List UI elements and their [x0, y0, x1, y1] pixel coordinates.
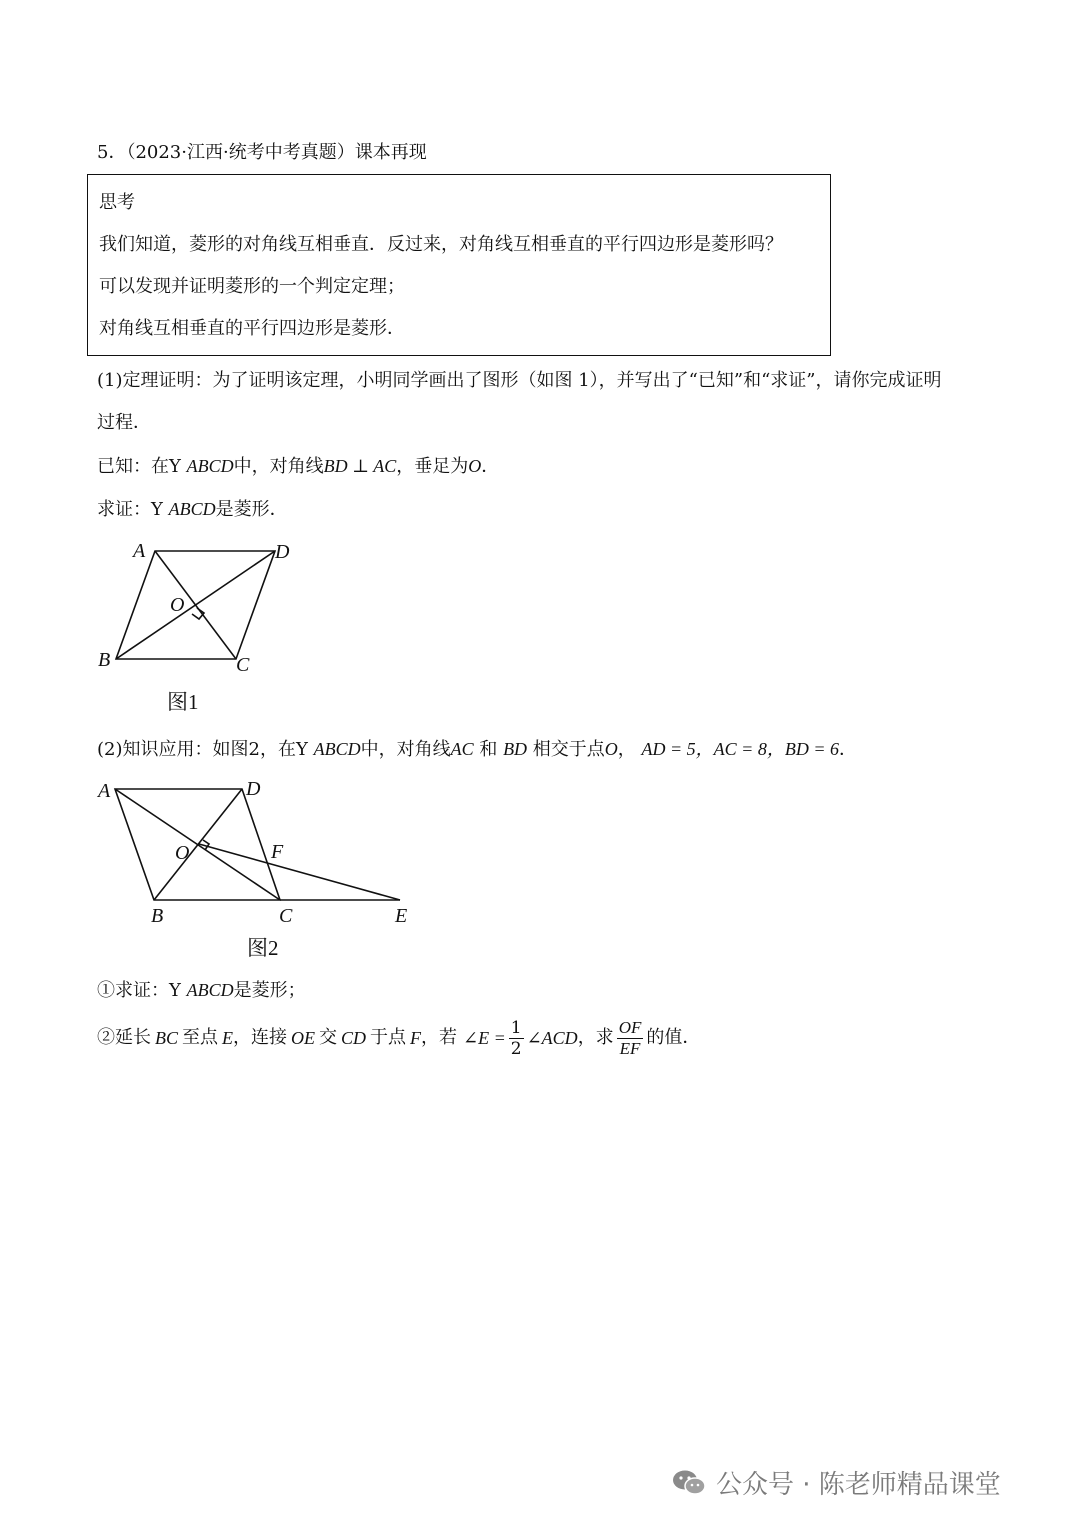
q2-ratio-numerator: OF [618, 1017, 642, 1037]
figure2-label-a: A [98, 780, 111, 802]
given-foot: ，垂足为 [396, 456, 469, 477]
part2-given-values: AD = 5，AC = 8，BD = 6 [641, 739, 839, 759]
parallelogram-symbol: Y [169, 456, 181, 477]
figure2-caption: 图2 [247, 936, 279, 960]
given-prefix: 已知：在 [97, 456, 169, 477]
q2-prefix: ②延长 [97, 1027, 151, 1048]
question-1 [97, 978, 306, 1003]
part2-bd: BD [503, 739, 528, 759]
figure1-label-d: D [275, 541, 290, 563]
figure1-label-b: B [98, 649, 111, 671]
q2-ratio-fraction [617, 1018, 644, 1059]
parallelogram-symbol: Y [151, 499, 163, 520]
given-end: ． [481, 456, 500, 477]
watermark [672, 1464, 1001, 1501]
part2-comma: ， [617, 739, 636, 760]
part1-line-2: 过程． [97, 412, 151, 433]
figure2-segment-oe [199, 844, 400, 900]
problem-header: 5．（2023·江西·统考中考真题）课本再现 [97, 142, 427, 163]
figure1-diagonal-bd [116, 551, 275, 659]
given-relation: BD ⊥ AC [323, 456, 397, 476]
given-quad: ABCD [186, 456, 234, 476]
given-point: O [468, 456, 482, 476]
prove-suffix: 是菱形． [215, 499, 288, 520]
part2-intersect: 相交于点 [532, 739, 605, 760]
part2-fig-ref: 2 [248, 739, 260, 760]
figure1-label-a: A [133, 540, 146, 562]
q2-f: F [410, 1028, 422, 1048]
part2-and: 和 [479, 739, 498, 760]
q2-angle-e: ∠E = [463, 1028, 506, 1048]
figure1-label-c: C [236, 654, 250, 676]
q2-half-denominator: 2 [510, 1038, 522, 1059]
part2-end: ． [838, 739, 857, 760]
think-box-line-2: 可以发现并证明菱形的一个判定定理； [99, 276, 405, 297]
q2-bc: BC [155, 1028, 179, 1048]
figure1-label-o: O [170, 594, 185, 616]
figure-1 [95, 535, 310, 720]
parallelogram-symbol: Y [169, 980, 181, 1001]
q2-oe: OE [291, 1028, 316, 1048]
q2-ratio-denominator: EF [619, 1038, 641, 1058]
part2-ac: AC [450, 739, 474, 759]
prove-quad: ABCD [168, 499, 216, 519]
q2-at-point: 于点 [370, 1027, 407, 1048]
figure2-label-o: O [175, 842, 190, 864]
figure1-caption: 图1 [167, 690, 199, 714]
question-2 [97, 1015, 700, 1061]
given-mid: 中，对角线 [233, 456, 324, 477]
q2-connect: ，连接 [233, 1027, 288, 1048]
q2-find: ，求 [577, 1027, 614, 1048]
figure-2 [95, 772, 425, 962]
q2-e: E [222, 1028, 234, 1048]
think-box-line-1: 我们知道，菱形的对角线互相垂直．反过来，对角线互相垂直的平行四边形是菱形吗？ [99, 234, 783, 255]
part1-line-1: (1)定理证明：为了证明该定理，小明同学画出了图形（如图 1），并写出了“已知”和“求证”，请你完成证明 [97, 370, 942, 391]
prove-prefix: 求证： [97, 499, 151, 520]
part2-intro [97, 737, 857, 762]
figure2-label-e: E [395, 905, 408, 927]
q2-half-fraction [509, 1018, 524, 1059]
q2-cd: CD [341, 1028, 367, 1048]
q2-meets: 交 [319, 1027, 338, 1048]
part2-o: O [604, 739, 618, 759]
figure2-label-f: F [271, 841, 284, 863]
figure2-label-c: C [279, 905, 293, 927]
figure2-label-d: D [246, 778, 261, 800]
q2-half-numerator: 1 [510, 1017, 522, 1038]
part2-intro-mid: ，在 [259, 739, 296, 760]
part2-intro-prefix: (2)知识应用：如图 [97, 739, 249, 760]
q1-prefix: ①求证： [97, 980, 169, 1001]
prove-statement [97, 497, 288, 522]
parallelogram-symbol: Y [295, 739, 308, 760]
figure2-label-b: B [151, 905, 164, 927]
q2-angle-acd: ∠ACD [526, 1028, 578, 1048]
wechat-icon [672, 1469, 706, 1497]
think-box-line-3: 对角线互相垂直的平行四边形是菱形． [99, 318, 405, 339]
q1-quad: ABCD [186, 980, 234, 1000]
think-box-title: 思考 [99, 192, 135, 213]
part2-intro-diag: 中，对角线 [360, 739, 451, 760]
given-statement [97, 454, 499, 479]
q2-to-point: 至点 [182, 1027, 219, 1048]
watermark-text: 公众号 · 陈老师精品课堂 [716, 1470, 1001, 1500]
think-box [87, 174, 831, 356]
q2-if: ，若 [421, 1027, 458, 1048]
figure2-diagonal-bd [154, 789, 242, 900]
q2-suffix: 的值． [646, 1027, 701, 1048]
q1-suffix: 是菱形； [233, 980, 306, 1001]
part2-quad: ABCD [313, 739, 361, 759]
